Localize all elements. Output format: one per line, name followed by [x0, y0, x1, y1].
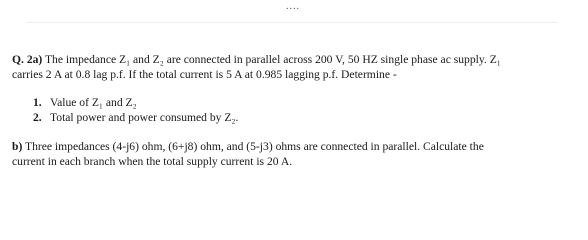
list-item-number: 1. [33, 96, 42, 109]
question-2b-label: b) [12, 140, 23, 153]
top-divider [26, 22, 558, 23]
header-mark: .... [286, 1, 300, 12]
question-2a-line-1 [12, 52, 578, 67]
list-item-number: 2. [33, 111, 42, 124]
question-2a [12, 52, 578, 82]
question-2b-line-2: current in each branch when the total supply current is 20 A. [12, 155, 293, 168]
question-2b [12, 139, 578, 169]
question-2b-line-1 [12, 139, 578, 154]
list-item [33, 96, 137, 110]
list-item [33, 111, 238, 125]
question-2a-line-2: carries 2 A at 0.8 lag p.f. If the total current is 5 A at 0.985 lagging p.f. Determine - [12, 68, 397, 81]
question-2b-text-1: Three impedances (4-j6) ohm, (6+j8) ohm, and (5-j3) ohms are connected in parallel. Calculate the [22, 140, 484, 153]
question-label: Q. 2a) [12, 53, 43, 66]
question-2a-text-1: The impedance Z₁ and Z₂ are connected in parallel across 200 V, 50 HZ single phase ac supply. Z₁ [42, 53, 501, 66]
list-item-text: Total power and power consumed by Z₂. [50, 111, 239, 124]
list-item-text: Value of Z₁ and Z₂ [50, 96, 137, 109]
